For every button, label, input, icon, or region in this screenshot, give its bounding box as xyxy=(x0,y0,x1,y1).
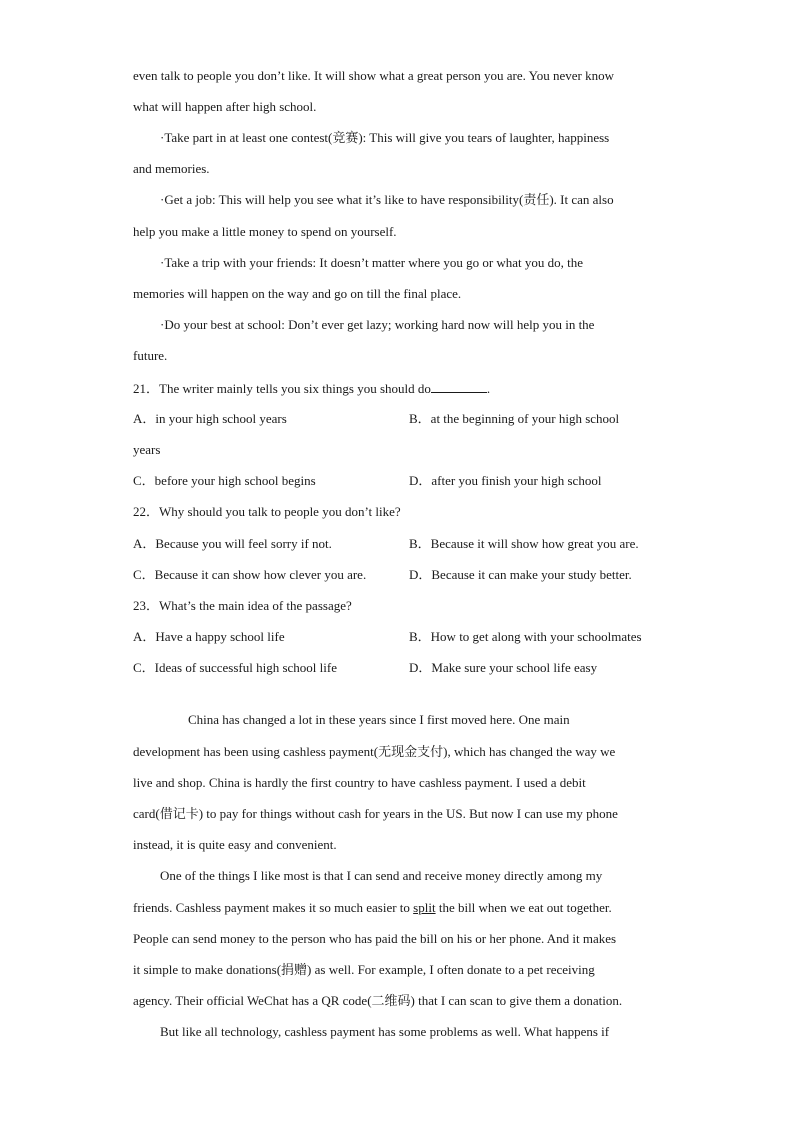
answer-blank xyxy=(431,380,487,393)
passage1-line: future. xyxy=(133,348,168,363)
passage1-line: help you make a little money to spend on yourself. xyxy=(133,224,397,239)
passage2-line: instead, it is quite easy and convenient. xyxy=(133,837,337,852)
passage2-line: development has been using cashless payment(无现金支付), which has changed the way we xyxy=(133,744,616,759)
question-22-option-d[interactable]: D．Because it can make your study better. xyxy=(409,567,632,582)
question-21-stem xyxy=(133,380,490,397)
passage2-line: China has changed a lot in these years since I first moved here. One main xyxy=(188,712,570,727)
question-21-option-c[interactable]: C．before your high school begins xyxy=(133,473,316,488)
passage1-bullet-trip: ·Take a trip with your friends: It doesn’t matter where you go or what you do, the xyxy=(160,255,584,270)
question-23-option-a[interactable]: A．Have a happy school life xyxy=(133,629,285,644)
question-22-option-c[interactable]: C．Because it can show how clever you are. xyxy=(133,567,367,582)
question-22-option-b[interactable]: B．Because it will show how great you are. xyxy=(409,536,639,551)
passage2-text: the bill when we eat out together. xyxy=(435,900,612,915)
question-21-option-b-continued: years xyxy=(133,442,161,457)
question-21-option-b[interactable]: B．at the beginning of your high school xyxy=(409,411,620,426)
question-23-option-c[interactable]: C．Ideas of successful high school life xyxy=(133,660,337,675)
passage1-line: even talk to people you don’t like. It will show what a great person you are. You never know xyxy=(133,68,615,83)
question-stem-text: 21．The writer mainly tells you six things you should do xyxy=(133,381,431,396)
passage2-text: friends. Cashless payment makes it so much easier to xyxy=(133,900,414,915)
question-22-option-a[interactable]: A．Because you will feel sorry if not. xyxy=(133,536,332,551)
passage2-line-split xyxy=(133,900,612,916)
passage1-line: memories will happen on the way and go on till the final place. xyxy=(133,286,462,301)
passage1-bullet-contest: ·Take part in at least one contest(竞赛): This will give you tears of laughter, happiness xyxy=(160,130,610,145)
passage2-line: People can send money to the person who has paid the bill on his or her phone. And it makes xyxy=(133,931,617,946)
passage2-line: agency. Their official WeChat has a QR code(二维码) that I can scan to give them a donation. xyxy=(133,993,623,1008)
question-23-stem: 23．What’s the main idea of the passage? xyxy=(133,598,352,613)
passage1-bullet-school: ·Do your best at school: Don’t ever get lazy; working hard now will help you in the xyxy=(160,317,595,332)
passage2-line: One of the things I like most is that I can send and receive money directly among my xyxy=(160,868,603,883)
passage2-line: But like all technology, cashless payment has some problems as well. What happens if xyxy=(160,1024,610,1039)
question-21-option-d[interactable]: D．after you finish your high school xyxy=(409,473,602,488)
passage2-line: card(借记卡) to pay for things without cash for years in the US. But now I can use my phone xyxy=(133,806,618,821)
question-stem-end: . xyxy=(486,381,491,396)
question-23-option-d[interactable]: D．Make sure your school life easy xyxy=(409,660,598,675)
passage2-line: live and shop. China is hardly the first country to have cashless payment. I used a debit xyxy=(133,775,586,790)
passage1-line: what will happen after high school. xyxy=(133,99,317,114)
question-21-option-a[interactable]: A．in your high school years xyxy=(133,411,287,426)
passage2-line: it simple to make donations(捐赠) as well. For example, I often donate to a pet receiving xyxy=(133,962,595,977)
question-22-stem: 22．Why should you talk to people you don’t like? xyxy=(133,504,401,519)
underlined-word-split: split xyxy=(413,900,436,915)
passage1-line: and memories. xyxy=(133,161,210,176)
question-23-option-b[interactable]: B．How to get along with your schoolmates xyxy=(409,629,642,644)
passage1-bullet-job: ·Get a job: This will help you see what it’s like to have responsibility(责任). It can also xyxy=(160,192,614,207)
